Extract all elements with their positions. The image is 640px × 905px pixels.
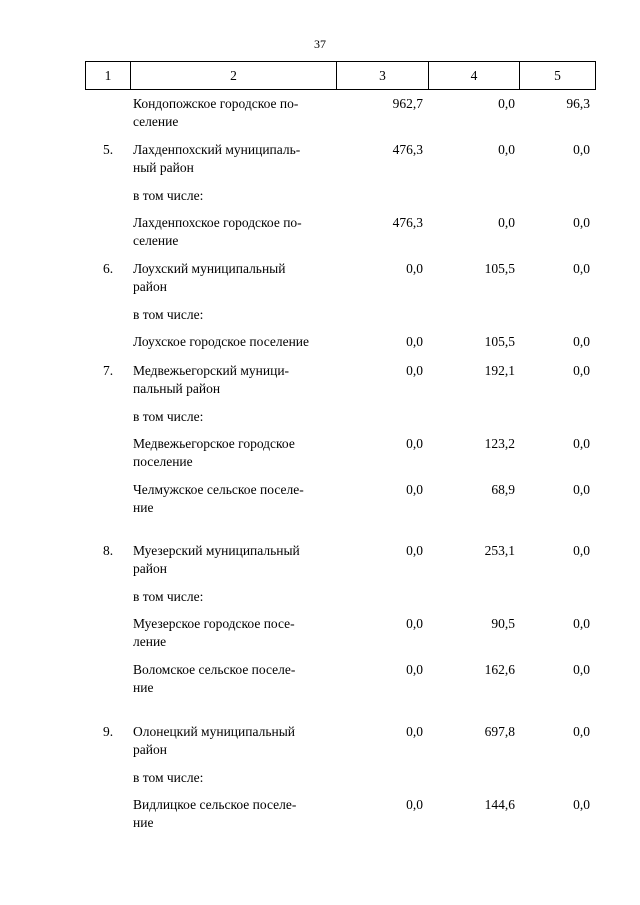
page-number: 37 [314,37,326,51]
row-name [133,723,338,759]
value-col-5: 0,0 [573,215,590,230]
row-name-line: ние [133,500,154,515]
value-col-4: 0,0 [498,96,515,111]
value-col-4: 192,1 [484,363,515,378]
row-name-line: Олонецкий муниципальный [133,724,295,739]
row-name-line: Медвежьегорское городское [133,436,295,451]
row-name-line: Челмужское сельское поселе- [133,482,304,497]
value-col-5: 0,0 [573,724,590,739]
value-col-3: 0,0 [406,436,423,451]
row-name-line: селение [133,233,179,248]
row-name-line: Видлицкое сельское поселе- [133,797,297,812]
value-col-5: 0,0 [573,797,590,812]
row-name-line: ние [133,680,154,695]
value-col-5: 0,0 [573,662,590,677]
row-name-line: район [133,742,167,757]
row-name-line: в том числе: [133,589,204,604]
row-name [133,588,338,606]
value-col-5: 0,0 [573,363,590,378]
value-col-5: 96,3 [566,96,590,111]
value-col-4: 697,8 [484,724,515,739]
row-name [133,362,338,398]
value-col-5: 0,0 [573,334,590,349]
row-name [133,214,338,250]
value-col-4: 144,6 [484,797,515,812]
column-header-4: 4 [429,62,520,90]
row-name [133,796,338,832]
row-name-line: Воломское сельское поселе- [133,662,296,677]
row-name-line: Лахденпохский муниципаль- [133,142,301,157]
column-header-2: 2 [131,62,337,90]
value-col-4: 90,5 [491,616,515,631]
value-col-5: 0,0 [573,261,590,276]
value-col-3: 476,3 [392,142,423,157]
value-col-3: 0,0 [406,724,423,739]
row-name-line: в том числе: [133,307,204,322]
value-col-4: 123,2 [484,436,515,451]
row-name-line: район [133,561,167,576]
row-name [133,542,338,578]
row-name [133,187,338,205]
value-col-4: 162,6 [484,662,515,677]
row-number: 7. [103,363,114,378]
row-name-line: ление [133,634,167,649]
value-col-4: 253,1 [484,543,515,558]
value-col-4: 0,0 [498,142,515,157]
value-col-5: 0,0 [573,543,590,558]
row-name-line: Лоухский муниципальный [133,261,286,276]
value-col-3: 476,3 [392,215,423,230]
row-name-line: Кондопожское городское по- [133,96,299,111]
value-col-4: 105,5 [484,261,515,276]
row-name [133,260,338,296]
row-name-line: селение [133,114,179,129]
value-col-5: 0,0 [573,436,590,451]
row-name-line: Медвежьегорский муници- [133,363,290,378]
row-name-line: поселение [133,454,193,469]
row-name-line: в том числе: [133,409,204,424]
row-name-line: Муезерский муниципальный [133,543,300,558]
value-col-3: 0,0 [406,334,423,349]
row-name-line: район [133,279,167,294]
row-number: 6. [103,261,114,276]
row-name-line: ный район [133,160,194,175]
row-name-line: Лахденпохское городское по- [133,215,302,230]
value-col-4: 105,5 [484,334,515,349]
row-name-line: в том числе: [133,770,204,785]
row-name-line: в том числе: [133,188,204,203]
row-name-line: Лоухское городское поселение [133,334,310,349]
value-col-3: 962,7 [392,96,423,111]
row-name [133,306,338,324]
row-name [133,769,338,787]
row-name [133,408,338,426]
row-name-line: Муезерское городское посе- [133,616,295,631]
row-number: 8. [103,543,114,558]
row-number: 5. [103,142,114,157]
value-col-5: 0,0 [573,616,590,631]
column-header-row [86,62,596,90]
value-col-4: 68,9 [491,482,515,497]
value-col-3: 0,0 [406,363,423,378]
value-col-3: 0,0 [406,616,423,631]
value-col-3: 0,0 [406,482,423,497]
column-header-3: 3 [337,62,429,90]
value-col-3: 0,0 [406,543,423,558]
column-header-5: 5 [520,62,596,90]
row-name [133,481,338,517]
row-name [133,615,338,651]
value-col-4: 0,0 [498,215,515,230]
value-col-3: 0,0 [406,261,423,276]
value-col-3: 0,0 [406,662,423,677]
row-name-line: пальный район [133,381,221,396]
row-name-line: ние [133,815,154,830]
value-col-5: 0,0 [573,142,590,157]
row-name [133,333,338,351]
value-col-3: 0,0 [406,797,423,812]
row-name [133,435,338,471]
row-name [133,141,338,177]
row-number: 9. [103,724,114,739]
row-name [133,95,338,131]
row-name [133,661,338,697]
column-header-1: 1 [86,62,131,90]
value-col-5: 0,0 [573,482,590,497]
column-header-table [85,61,596,90]
